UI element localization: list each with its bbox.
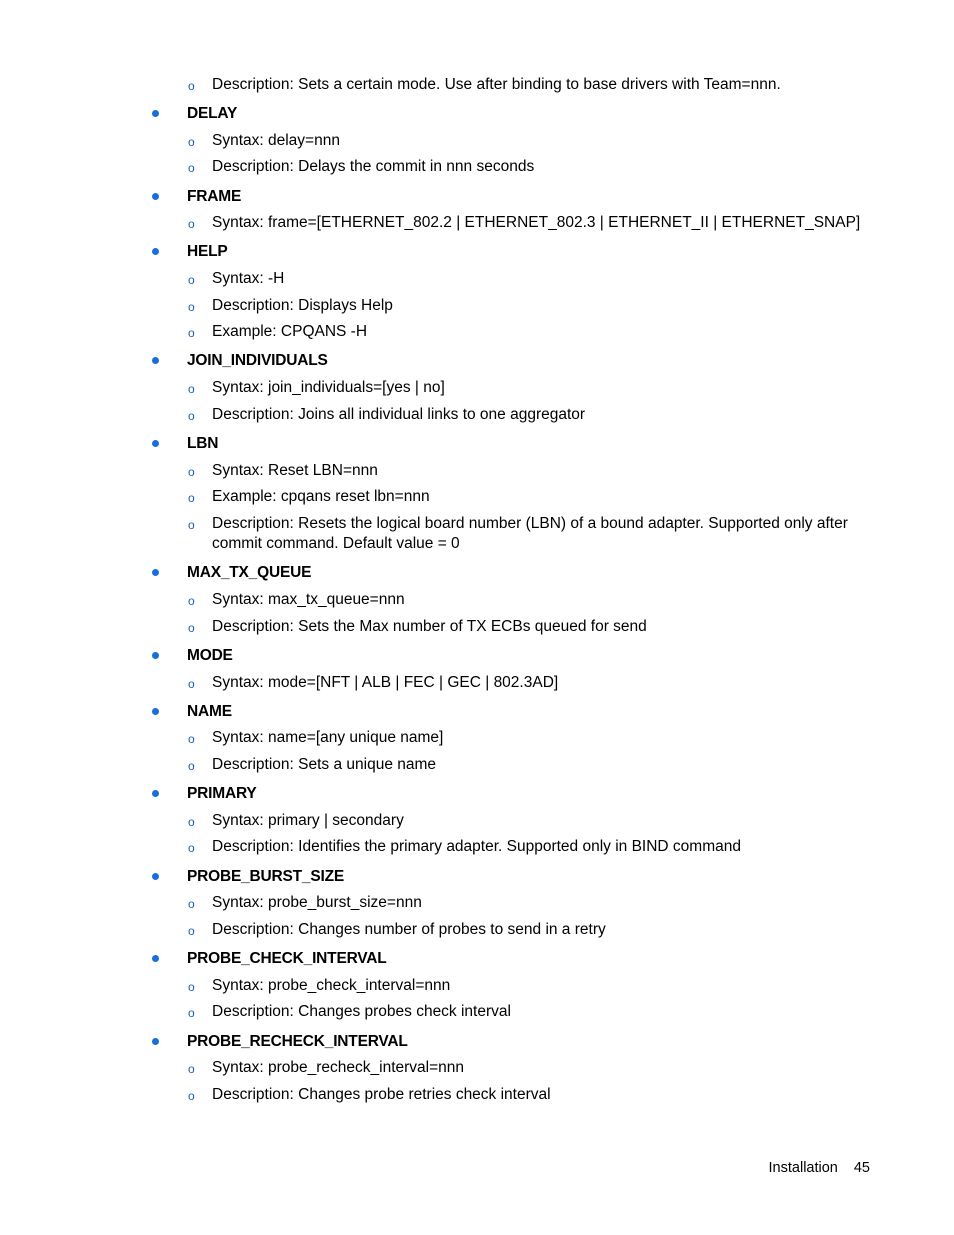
item-text: Syntax: join_individuals=[yes | no]	[212, 379, 445, 396]
item-text: Example: CPQANS -H	[212, 323, 368, 340]
list-item	[188, 1085, 852, 1105]
bullet-icon	[152, 1038, 159, 1045]
sub-bullet-icon: o	[188, 217, 195, 231]
bullet-icon	[152, 790, 159, 797]
list-item	[188, 673, 852, 693]
option-heading	[187, 1032, 408, 1052]
heading-text: PROBE_CHECK_INTERVAL	[187, 950, 387, 967]
bullet-icon	[152, 569, 159, 576]
sub-bullet-icon: o	[188, 980, 195, 994]
item-text: Description: Displays Help	[212, 297, 393, 314]
heading-text: JOIN_INDIVIDUALS	[187, 352, 328, 369]
sub-bullet-icon: o	[188, 759, 195, 773]
item-text: Description: Changes number of probes to send in a retry	[212, 921, 606, 938]
list-item	[188, 75, 852, 95]
list-item	[188, 131, 852, 151]
page-footer	[0, 1158, 870, 1178]
heading-text: FRAME	[187, 188, 242, 205]
footer-section: Installation	[768, 1160, 838, 1176]
option-heading	[187, 351, 328, 371]
item-text: Description: Joins all individual links to one aggregator	[212, 406, 586, 423]
item-text: Description: Identifies the primary adapter. Supported only in BIND command	[212, 838, 741, 855]
sub-bullet-icon: o	[188, 677, 195, 691]
heading-text: PRIMARY	[187, 785, 257, 802]
option-heading	[187, 867, 344, 887]
item-text: Description: Sets a unique name	[212, 756, 437, 773]
sub-bullet-icon: o	[188, 300, 195, 314]
list-item	[188, 617, 852, 637]
list-item	[188, 487, 852, 507]
list-item	[188, 920, 852, 940]
page-number: 45	[853, 1160, 870, 1176]
sub-bullet-icon: o	[188, 1062, 195, 1076]
bullet-icon	[152, 110, 159, 117]
heading-text: MAX_TX_QUEUE	[187, 564, 312, 581]
list-item	[188, 157, 852, 177]
item-text: Syntax: probe_burst_size=nnn	[212, 894, 422, 911]
bullet-icon	[152, 357, 159, 364]
item-text: Syntax: frame=[ETHERNET_802.2 | ETHERNET_802.3 | ETHERNET_II | ETHERNET_SNAP]	[212, 214, 861, 231]
bullet-icon	[152, 248, 159, 255]
sub-bullet-icon: o	[188, 465, 195, 479]
list-item	[188, 322, 852, 342]
option-heading	[187, 104, 237, 124]
heading-text: NAME	[187, 703, 232, 720]
item-text: Syntax: Reset LBN=nnn	[212, 462, 378, 479]
bullet-icon	[152, 955, 159, 962]
list-item	[188, 893, 852, 913]
list-item	[188, 461, 852, 481]
item-text: Syntax: probe_check_interval=nnn	[212, 977, 451, 994]
heading-text: PROBE_RECHECK_INTERVAL	[187, 1033, 408, 1050]
sub-bullet-icon: o	[188, 409, 195, 423]
item-text: Syntax: -H	[212, 270, 285, 287]
bullet-icon	[152, 708, 159, 715]
heading-text: MODE	[187, 647, 233, 664]
item-text: Syntax: probe_recheck_interval=nnn	[212, 1059, 465, 1076]
option-heading	[187, 702, 232, 722]
list-item	[188, 213, 861, 233]
list-item	[188, 269, 852, 289]
heading-text: LBN	[187, 435, 219, 452]
sub-bullet-icon: o	[188, 1006, 195, 1020]
sub-bullet-icon: o	[188, 594, 195, 608]
sub-bullet-icon: o	[188, 326, 195, 340]
bullet-icon	[152, 440, 159, 447]
item-text: Description: Sets a certain mode. Use after binding to base drivers with Team=nnn.	[212, 76, 781, 93]
sub-bullet-icon: o	[188, 135, 195, 149]
bullet-icon	[152, 652, 159, 659]
list-item	[188, 514, 852, 554]
option-heading	[187, 242, 228, 262]
list-item	[188, 590, 852, 610]
sub-bullet-icon: o	[188, 382, 195, 396]
option-heading	[187, 187, 241, 207]
sub-bullet-icon: o	[188, 273, 195, 287]
heading-text: PROBE_BURST_SIZE	[187, 868, 344, 885]
list-item	[188, 976, 852, 996]
item-text: Syntax: primary | secondary	[212, 812, 404, 829]
list-item	[188, 1058, 852, 1078]
item-text: Description: Sets the Max number of TX ECBs queued for send	[212, 618, 647, 635]
item-text: Description: Changes probes check interval	[212, 1003, 511, 1020]
item-text: Syntax: delay=nnn	[212, 132, 340, 149]
item-text: Description: Changes probe retries check interval	[212, 1086, 551, 1103]
list-item	[188, 755, 852, 775]
sub-bullet-icon: o	[188, 621, 195, 635]
list-item	[188, 405, 852, 425]
sub-bullet-icon: o	[188, 732, 195, 746]
sub-bullet-icon: o	[188, 491, 195, 505]
item-text: Example: cpqans reset lbn=nnn	[212, 488, 430, 505]
option-heading	[187, 434, 218, 454]
item-text: Description: Delays the commit in nnn seconds	[212, 158, 535, 175]
item-text: Syntax: name=[any unique name]	[212, 729, 444, 746]
sub-bullet-icon: o	[188, 518, 195, 532]
list-item	[188, 378, 852, 398]
bullet-icon	[152, 193, 159, 200]
bullet-icon	[152, 873, 159, 880]
option-heading	[187, 563, 311, 583]
sub-bullet-icon: o	[188, 815, 195, 829]
sub-bullet-icon: o	[188, 924, 195, 938]
heading-text: DELAY	[187, 105, 238, 122]
sub-bullet-icon: o	[188, 161, 195, 175]
item-text: Syntax: mode=[NFT | ALB | FEC | GEC | 802.3AD]	[212, 674, 559, 691]
list-item	[188, 837, 852, 857]
item-text: Description: Resets the logical board number (LBN) of a bound adapter. Supported only after commit command. Default value = 0	[212, 515, 848, 552]
heading-text: HELP	[187, 243, 228, 260]
list-item	[188, 811, 852, 831]
list-item	[188, 296, 852, 316]
list-item	[188, 1002, 852, 1022]
sub-bullet-icon: o	[188, 1089, 195, 1103]
sub-bullet-icon: o	[188, 897, 195, 911]
sub-bullet-icon: o	[188, 841, 195, 855]
list-item	[188, 728, 852, 748]
option-heading	[187, 646, 233, 666]
item-text: Syntax: max_tx_queue=nnn	[212, 591, 405, 608]
sub-bullet-icon: o	[188, 79, 195, 93]
option-heading	[187, 784, 257, 804]
option-heading	[187, 949, 387, 969]
